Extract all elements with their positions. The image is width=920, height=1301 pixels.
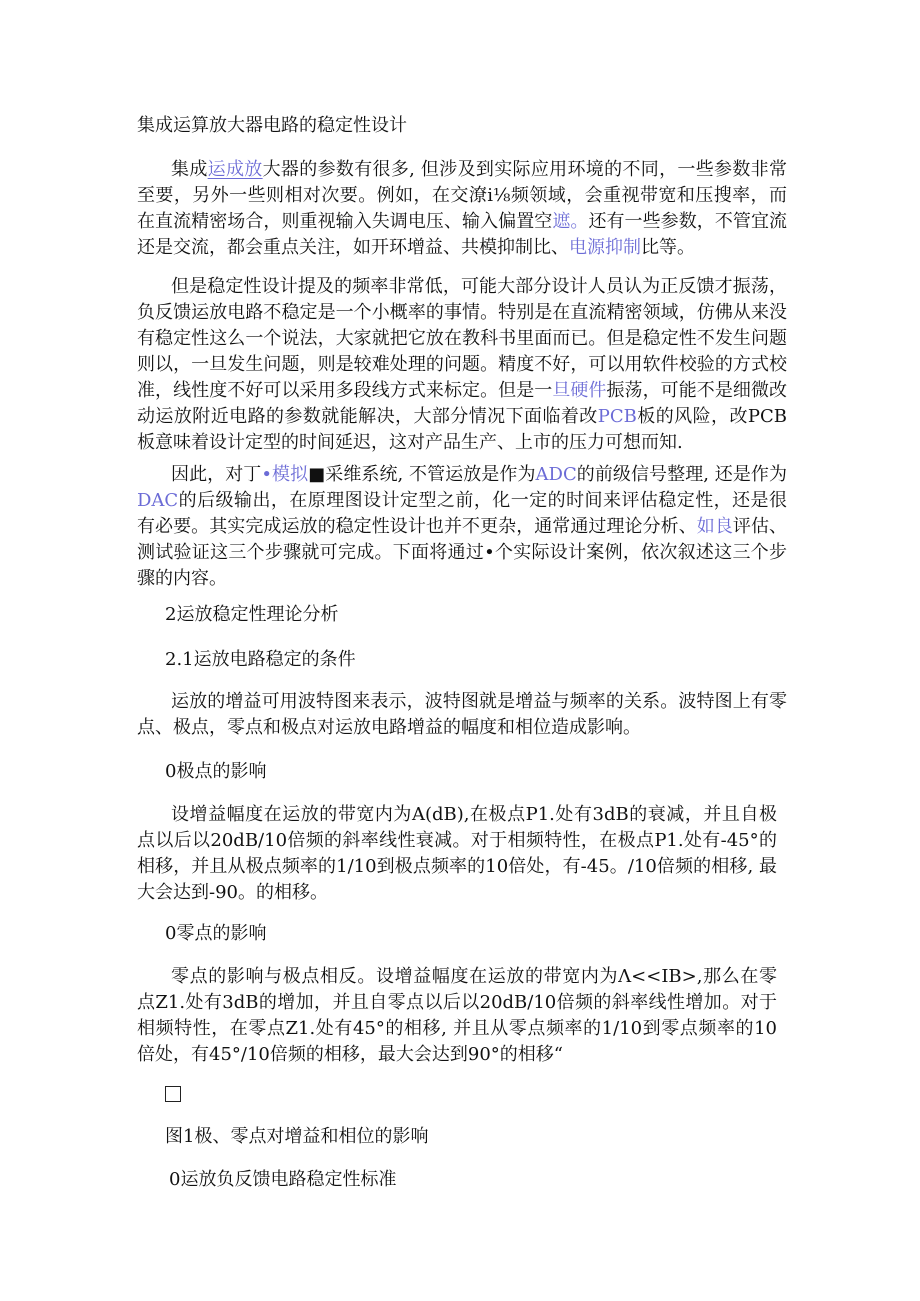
paragraph-2-text-a: 但是稳定性设计提及的频率非常低，可能大部分设计人员认为正反馈才振荡，负反馈运放电路不稳定是一个小概率的事情。特别是在直流精密领域，仿佛从来没有稳定性这么一个说法，大家就把它放在教科书里面而已。但是稳定性不发生问题则以，一旦发生问题，则是较难处理的问题。精度不好，可以用软件校验的方式校准，线性度不好可以采用多段线方式来标定。但是一: [137, 276, 787, 401]
figure-caption: 图1极、零点对增益和相位的影响: [165, 1126, 429, 1147]
paragraph-5: 设增益幅度在运放的带宽内为A(dB),在极点P1.处有3dB的衰减，并且自极点以后以20dB∕10倍频的斜率线性衰减。对于相频特性，在极点P1.处有-45°的相移，并且从极点频率的1/10到极点频率的10倍处，有-45。/10倍频的相移, 最大会达到-90。的相移。: [137, 804, 777, 903]
link-dac[interactable]: DAC: [137, 490, 179, 511]
link-current[interactable]: 遮。: [552, 211, 589, 232]
link-simulation[interactable]: 如良: [696, 516, 733, 537]
figure-placeholder: [165, 1079, 181, 1111]
paragraph-3-text-c: ■采维系统, 不管运放是作为: [308, 464, 536, 485]
link-analog[interactable]: •模拟: [261, 464, 309, 485]
document-title: 集成运算放大器电路的稳定性设计: [137, 115, 407, 136]
paragraph-2-text-c: 振荡，可能不是细微改动运放附近电路的参数就能解决，大部分情况下面临着改: [137, 380, 787, 427]
paragraph-1-text-h: 比等。: [641, 237, 695, 258]
link-pcb[interactable]: PCB: [597, 406, 637, 427]
paragraph-1-text-a: 集成: [171, 159, 208, 180]
paragraph-2-text-e: 板的风险，改PCB板意味着设计定型的时间延迟，这对产品生产、上市的压力可想而知.: [137, 406, 787, 453]
subheading-feedback-stability: 0运放负反馈电路稳定性标准: [169, 1169, 397, 1190]
paragraph-3-text-i: 评估、测试验证这三个步骤就可完成。下面将通过•个实际设计案例，依次叙述这三个步骤的内容。: [137, 516, 788, 589]
paragraph-6: 零点的影响与极点相反。设增益幅度在运放的带宽内为Λ<<IB>,那么在零点Z1.处有3dB的增加，并且自零点以后以20dB∕10倍频的斜率线性增加。对于相频特性，在零点Z1.处有45°的相移, 并且从零点频率的1/10到零点频率的10倍处，有45°/10倍频的相移，最大会达到90°的相移“: [137, 966, 777, 1065]
paragraph-2: [137, 274, 787, 456]
missing-image-icon: [165, 1086, 181, 1102]
subheading-zero-effect: 0零点的影响: [165, 923, 267, 944]
subheading-pole-effect: 0极点的影响: [165, 761, 267, 782]
section-heading-2-1: 2.1运放电路稳定的条件: [165, 649, 356, 670]
link-power-supply-rejection[interactable]: 电源抑制: [569, 237, 641, 258]
link-adc[interactable]: ADC: [535, 464, 577, 485]
paragraph-3: [137, 462, 787, 592]
paragraph-3-text-a: 因此，对丁: [171, 464, 262, 485]
paragraph-1-text-c: 大器: [262, 159, 300, 180]
paragraph-1-text-d: 的参数有很多, 但涉及到实际应用环境的不同，一些参数非常至要，另外一些则相对次要。例如，在交潦i⅛频领域，会重视带宽和压搜率，而在直流精密场合，则重视输入失调电压、输入偏置空: [137, 159, 788, 232]
paragraph-3-text-g: 的后级输出，在原理图设计定型之前，化一定的时间来评估稳定性，还是很有必要。其实完成运放的稳定性设计也并不更杂，通常通过理论分析、: [137, 490, 787, 537]
paragraph-1-text-f: 还有一些参数，不管宜流还是交流，都会重点关注，如开环增益、共模抑制比、: [137, 211, 788, 258]
section-heading-2: 2运放稳定性理论分析: [165, 604, 339, 625]
link-op-amp[interactable]: 运成放: [207, 159, 263, 180]
paragraph-1: [137, 157, 787, 261]
paragraph-4: 运放的增益可用波特图来表示，波特图就是增益与频率的关系。波特图上有零点、极点，零点和极点对运放电路增益的幅度和相位造成影响。: [137, 691, 787, 738]
paragraph-3-text-e: 的前级信号整理, 还是作为: [576, 464, 787, 485]
link-hardware[interactable]: 旦硬件: [552, 380, 607, 401]
